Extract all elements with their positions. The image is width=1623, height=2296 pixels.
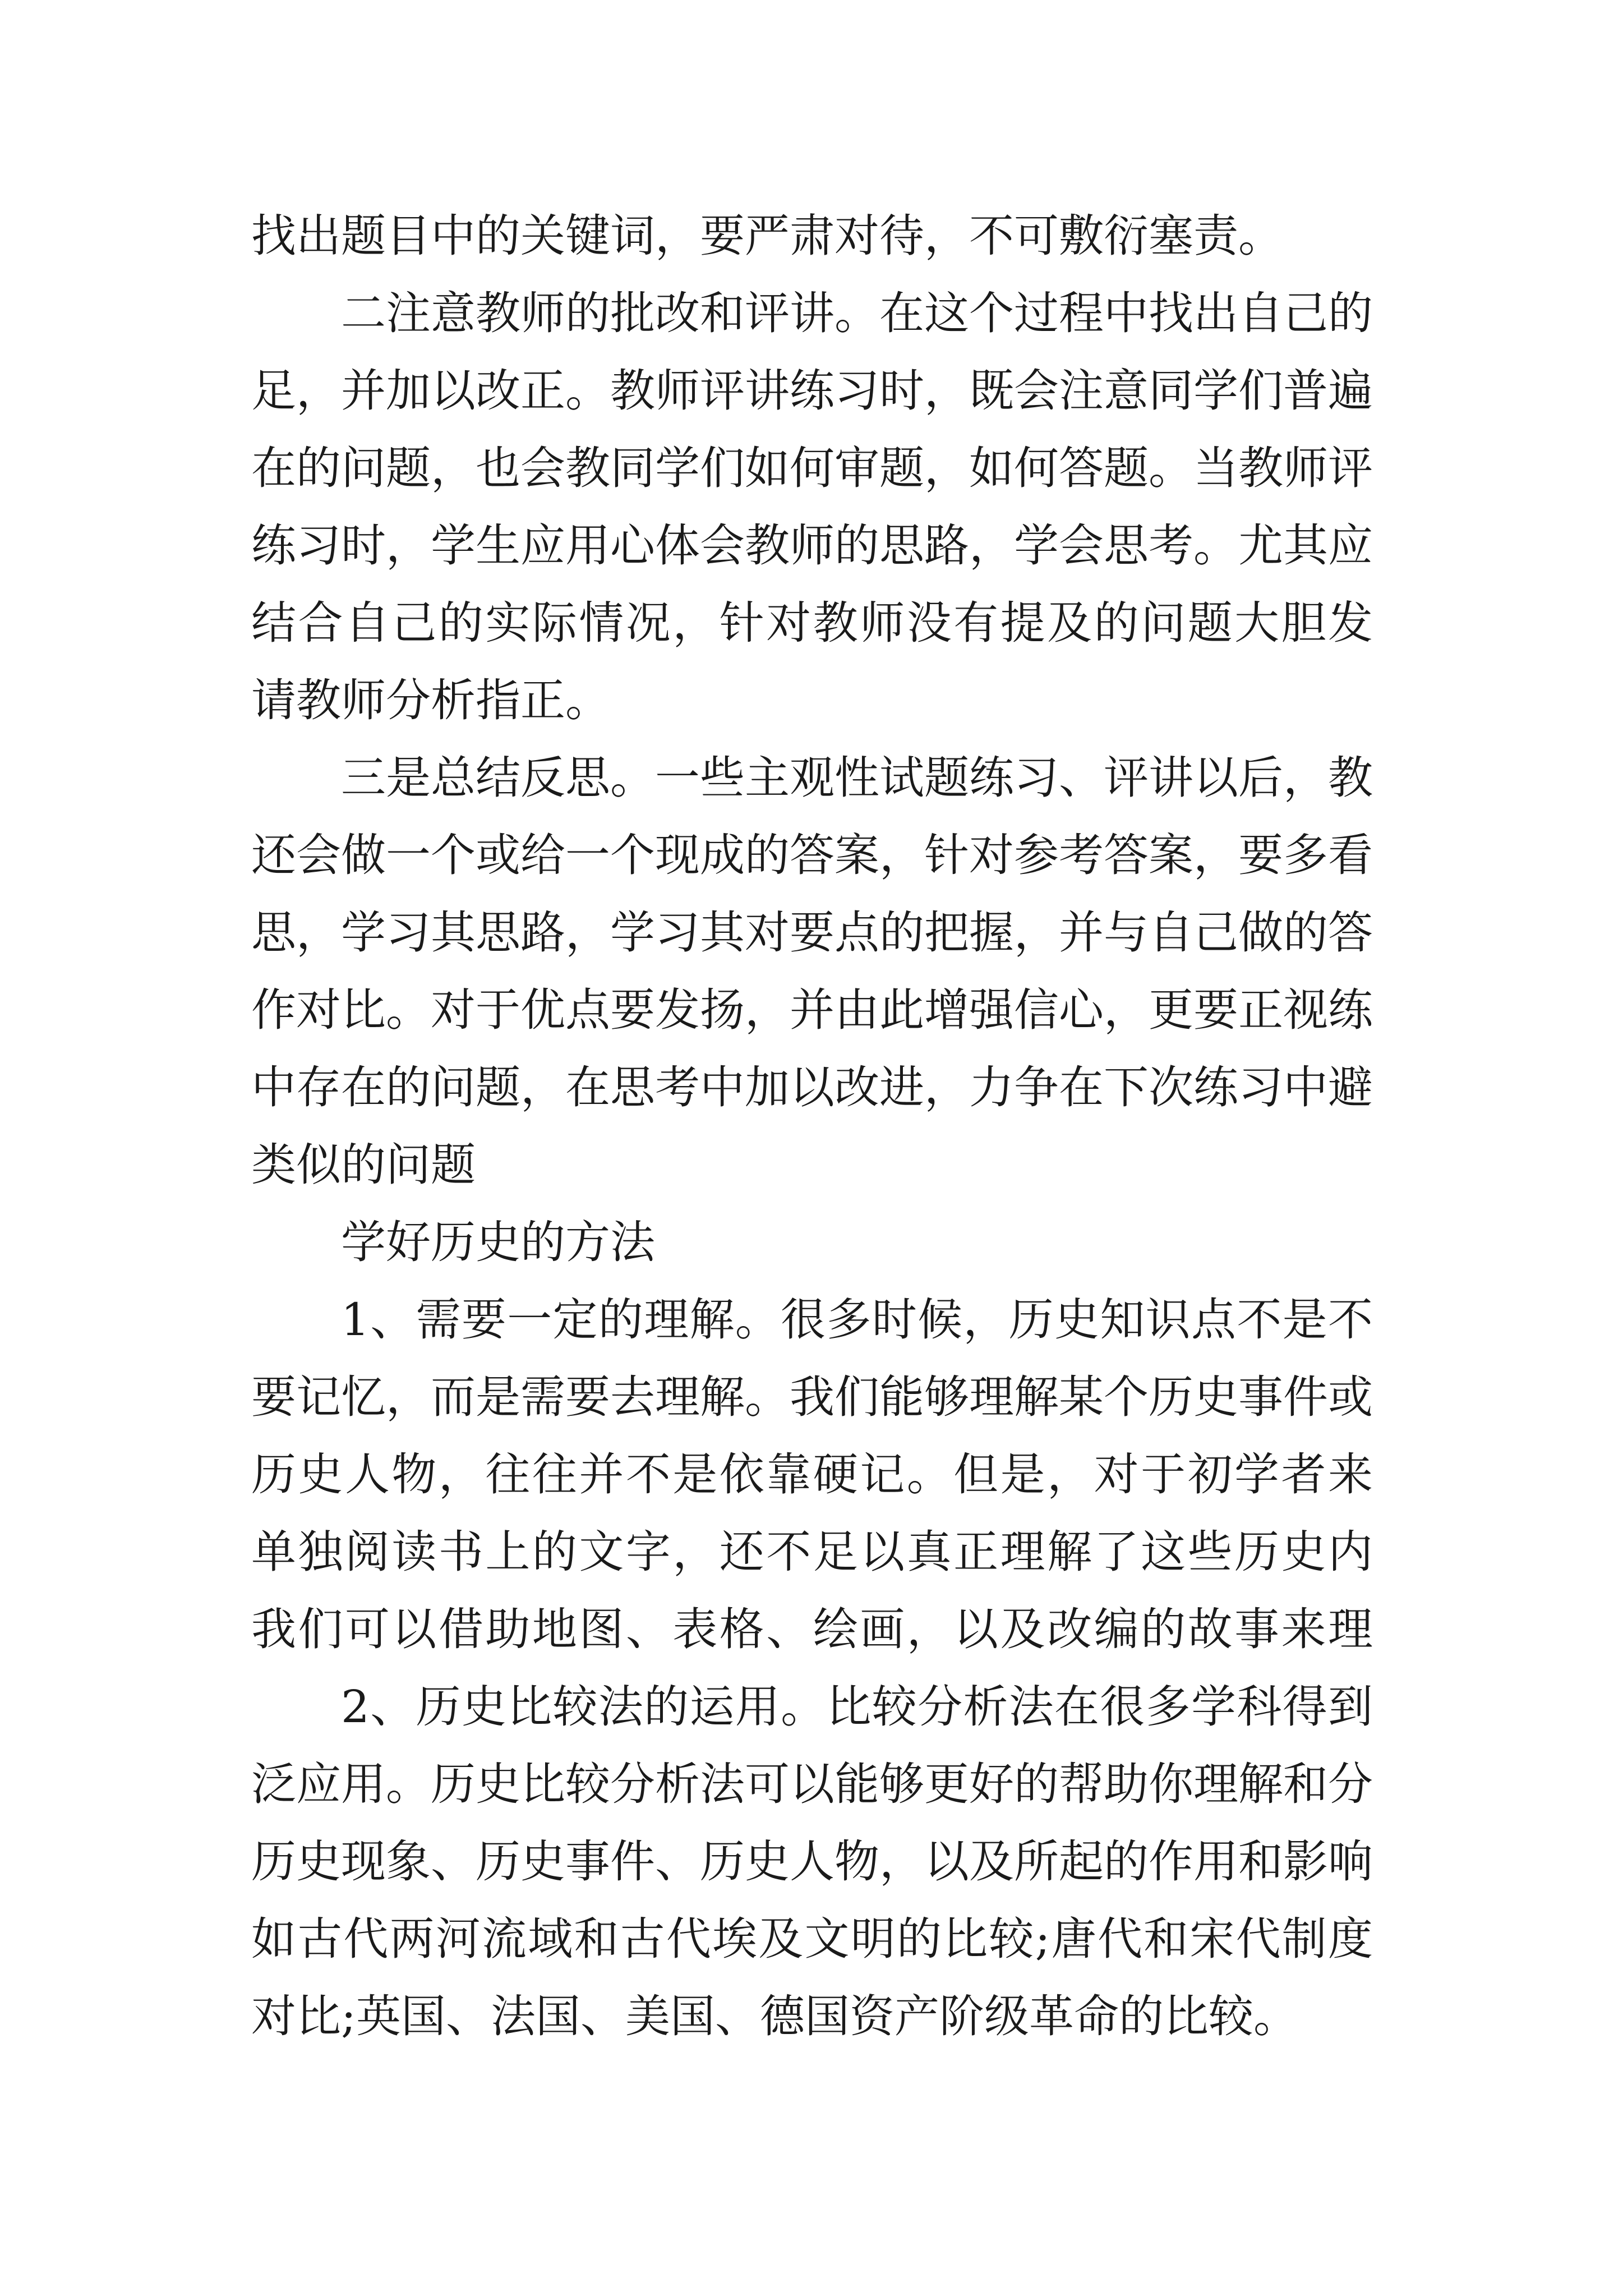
text-line: 请教师分析指正。 [251,674,610,726]
text-line: 结合自己的实际情况，针对教师没有提及的问题大胆发 [251,597,1373,649]
text-line: 在的问题，也会教同学们如何审题，如何答题。当教师评 [251,442,1373,494]
text-line: 足，并加以改正。教师评讲练习时，既会注意同学们普遍 [251,365,1373,417]
text-line: 三是总结反思。一些主观性试题练习、评讲以后，教 [341,752,1373,804]
text-line: 学好历史的方法 [341,1216,655,1268]
text-line: 还会做一个或给一个现成的答案，针对参考答案，要多看 [251,829,1373,881]
text-line: 二注意教师的批改和评讲。在这个过程中找出自己的 [341,287,1373,339]
text-line: 要记忆，而是需要去理解。我们能够理解某个历史事件或 [251,1371,1373,1423]
text-line: 历史现象、历史事件、历史人物，以及所起的作用和影响 [251,1835,1373,1888]
body-text [251,197,1373,2055]
text-line: 如古代两河流域和古代埃及文明的比较;唐代和宋代制度 [251,1913,1373,1965]
text-line: 找出题目中的关键词，要严肃对待，不可敷衍塞责。 [251,210,1283,262]
text-line: 类似的问题 [251,1139,476,1191]
text-line: 我们可以借助地图、表格、绘画，以及改编的故事来理 [251,1603,1373,1655]
text-line: 2、历史比较法的运用。比较分析法在很多学科得到 [341,1681,1373,1733]
text-line: 单独阅读书上的文字，还不足以真正理解了这些历史内 [251,1526,1373,1578]
text-line: 泛应用。历史比较分析法可以能够更好的帮助你理解和分 [251,1758,1373,1810]
text-line: 对比;英国、法国、美国、德国资产阶级革命的比较。 [251,1990,1298,2042]
text-line: 中存在的问题，在思考中加以改进，力争在下次练习中避 [251,1061,1373,1114]
text-line: 思，学习其思路，学习其对要点的把握，并与自己做的答 [251,907,1373,959]
text-line: 历史人物，往往并不是依靠硬记。但是，对于初学者来 [251,1448,1373,1501]
text-line: 作对比。对于优点要发扬，并由此增强信心，更要正视练 [251,984,1373,1036]
text-line: 1、需要一定的理解。很多时候，历史知识点不是不 [341,1294,1373,1346]
text-line: 练习时，学生应用心体会教师的思路，学会思考。尤其应 [251,519,1373,572]
